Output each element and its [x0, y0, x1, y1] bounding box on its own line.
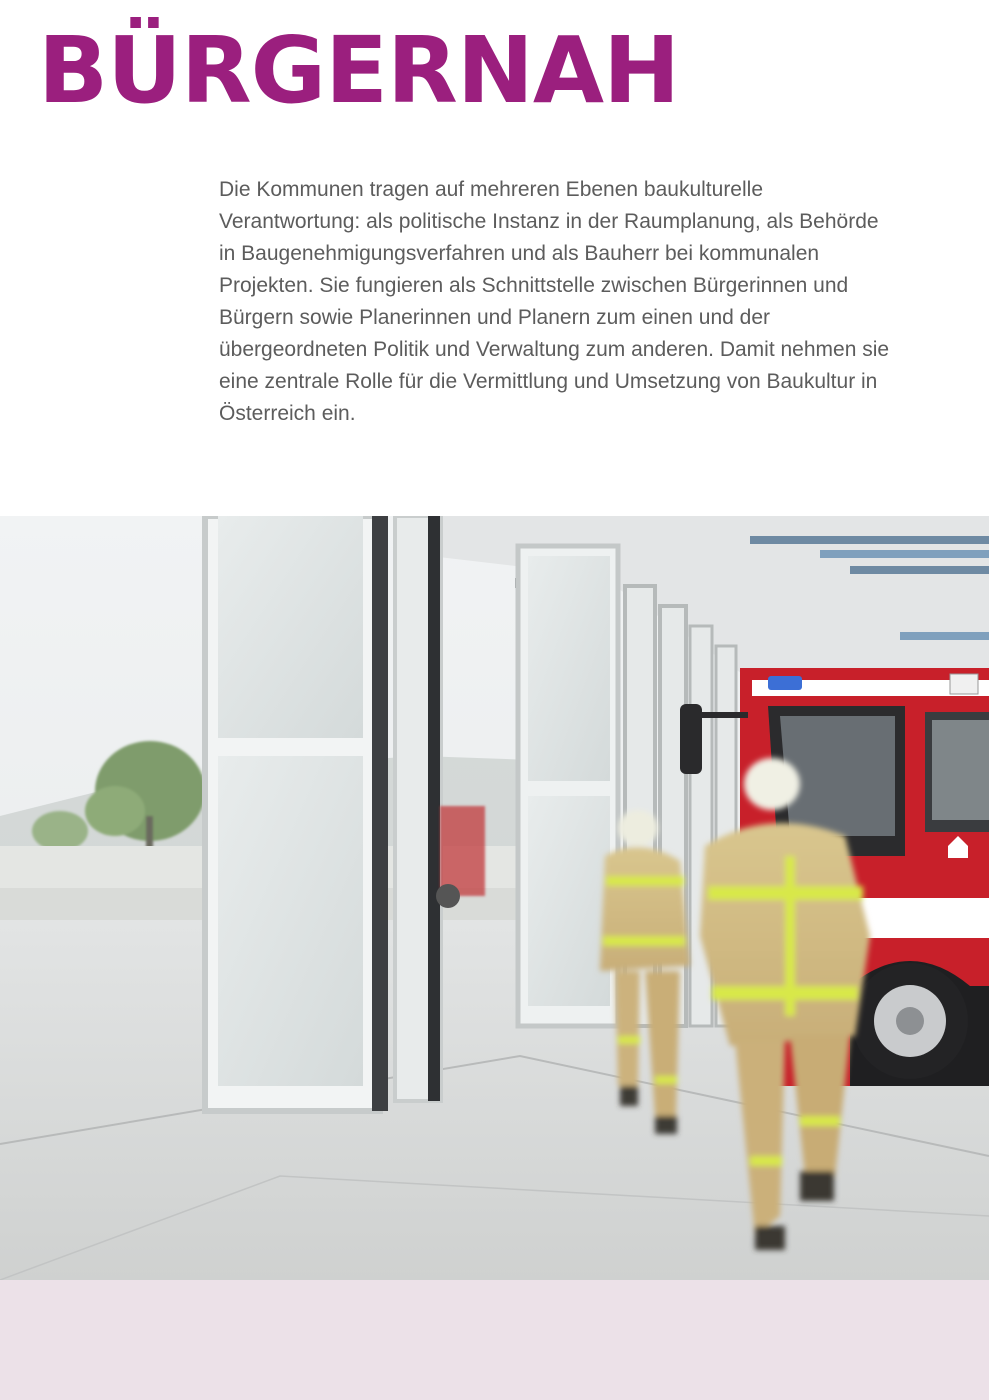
intro-paragraph: Die Kommunen tragen auf mehreren Ebenen baukulturelle Verantwortung: als politische Instanz in der Raumplanung, als Behörde in Baugenehmigungsverfahren und als Bauherr bei kommunalen Projekten. Sie fungieren als Schnittstelle zwischen Bürgerinnen und Bürgern sowie Planerinnen und Planern zum einen und der übergeordneten Politik und Verwaltung zum anderen. Damit nehmen sie eine zentrale Rolle für die Vermittlung und Umsetzung von Baukultur in Österreich ein.	[219, 178, 890, 425]
page-headline: BÜRGERNAH	[38, 17, 680, 124]
fire-station-photo	[0, 516, 989, 1280]
fire-station-photo-graphic	[0, 516, 989, 1280]
footer-color-band	[0, 1280, 989, 1400]
